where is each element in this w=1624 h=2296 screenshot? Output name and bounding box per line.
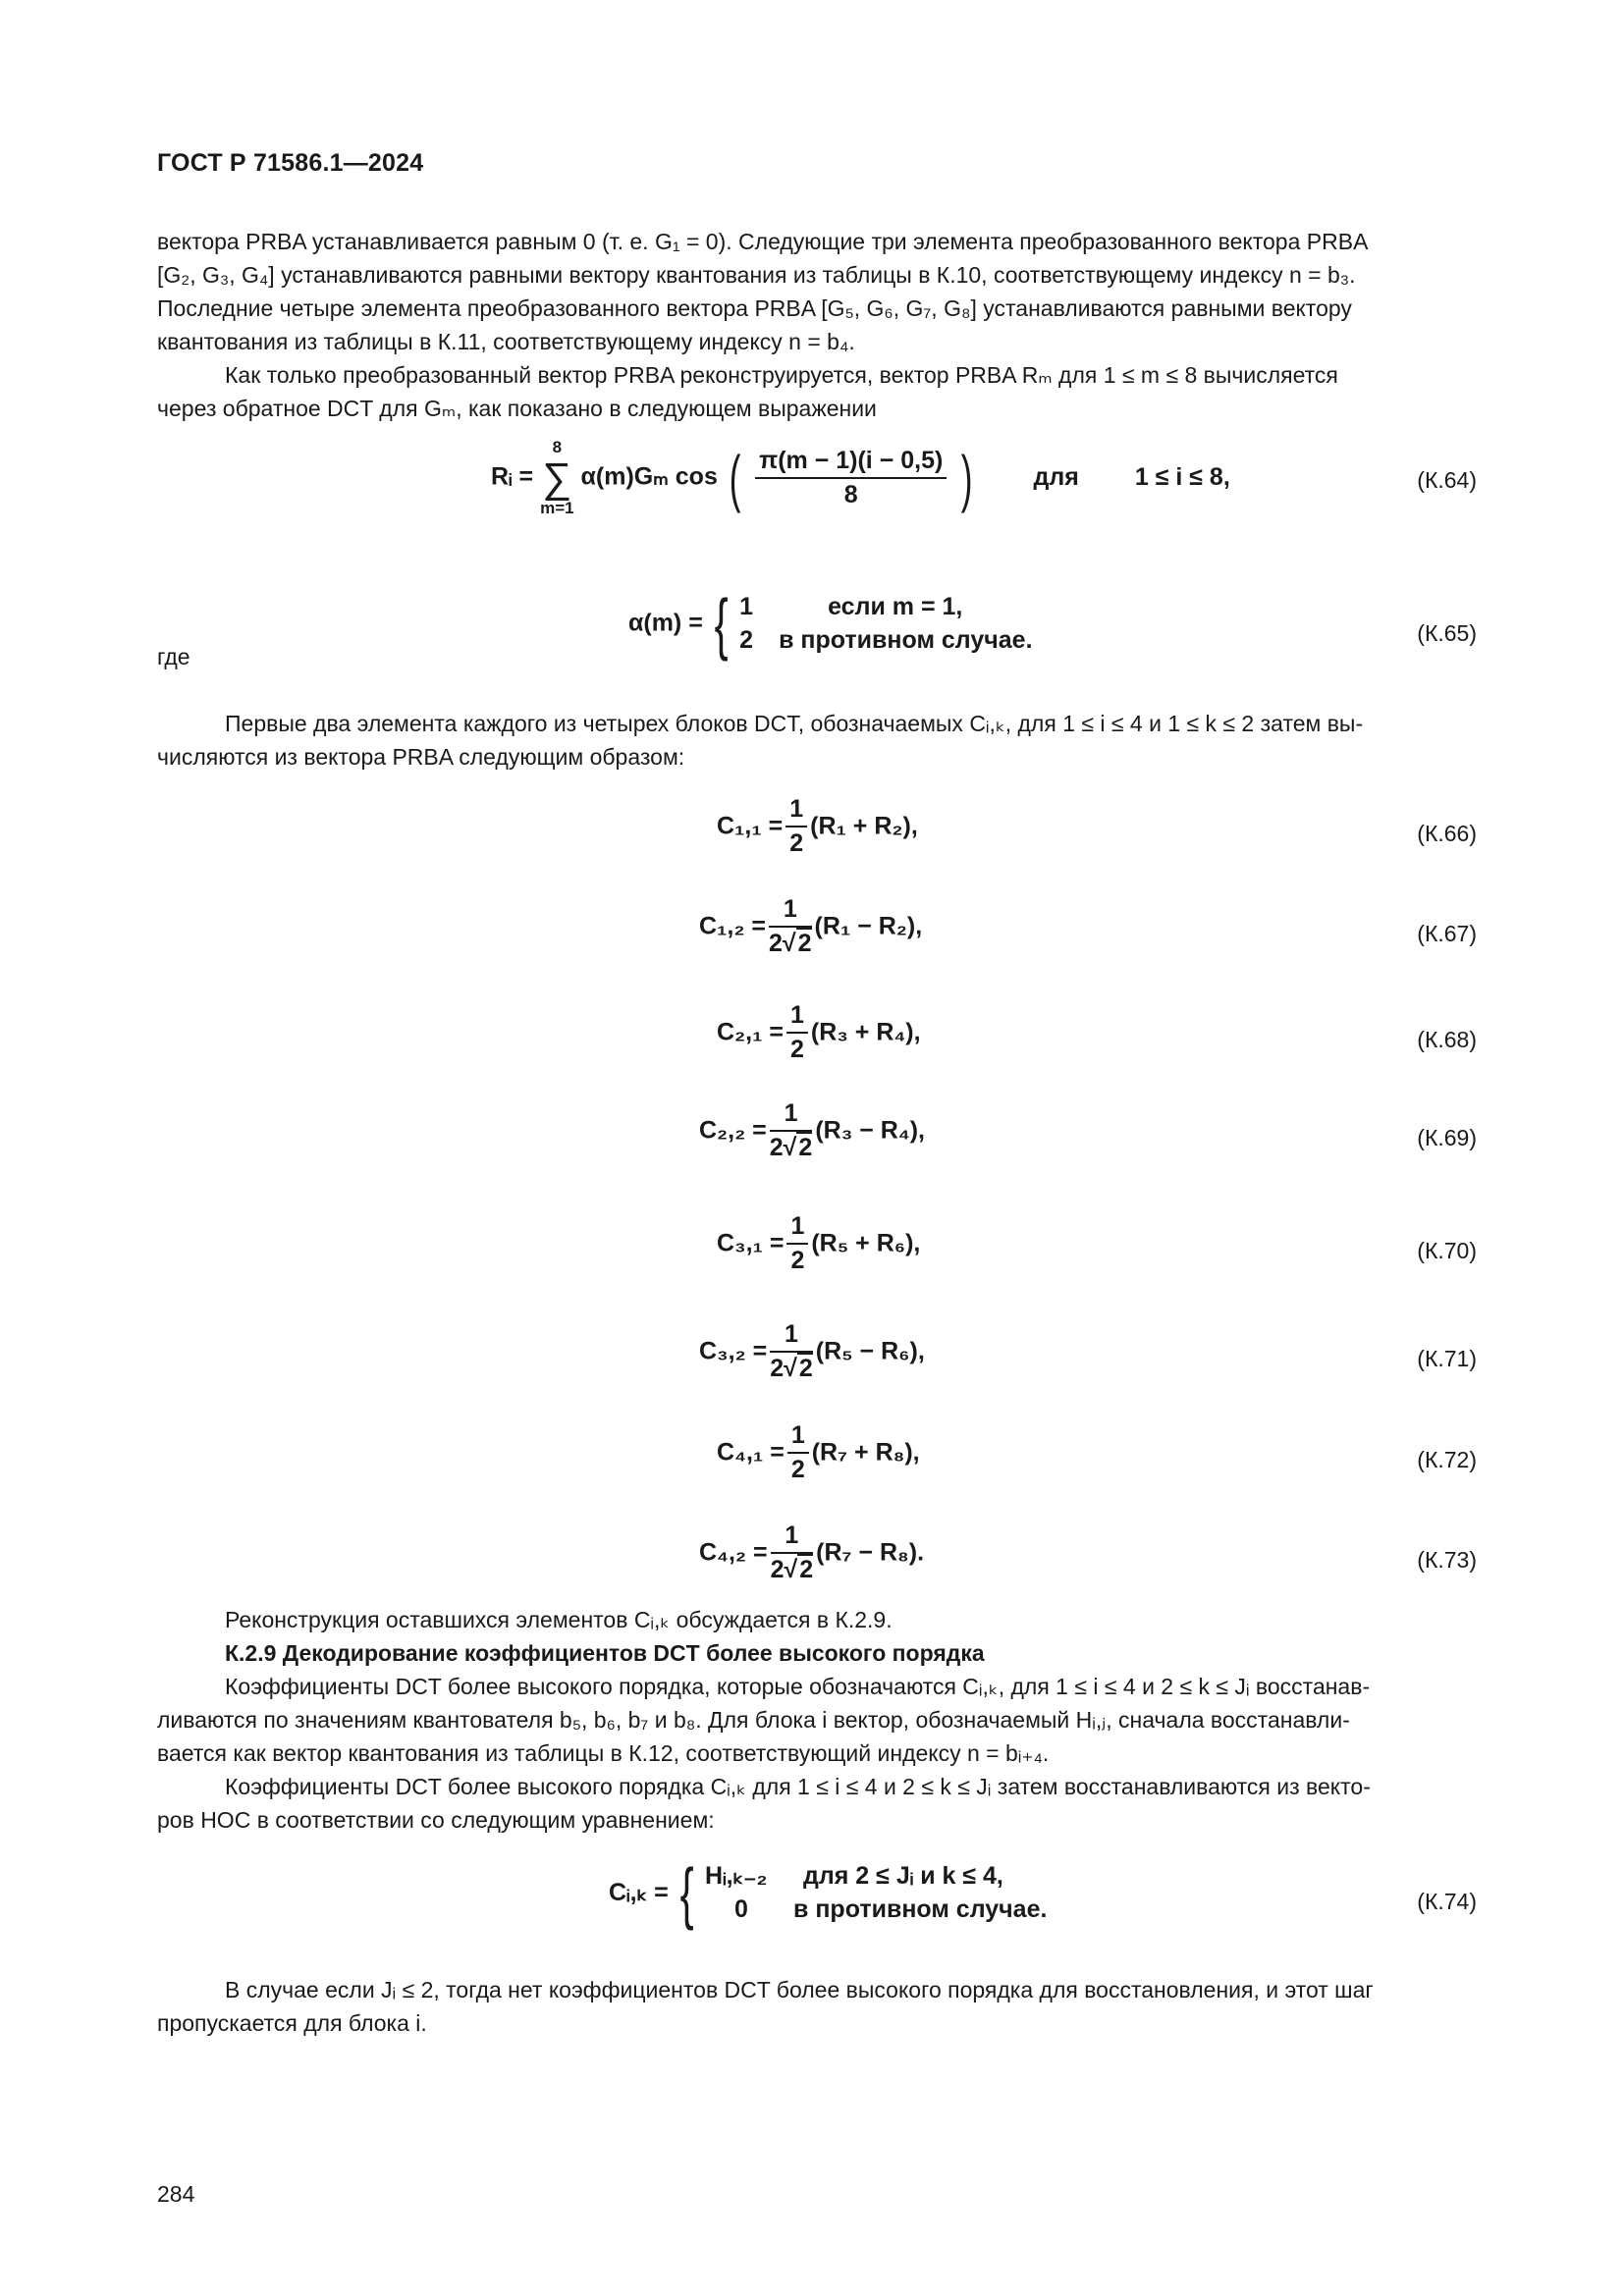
equation-number: (К.69) [1417, 1125, 1477, 1150]
section-heading: К.2.9 Декодирование коэффициентов DCT более высокого порядка [225, 1640, 985, 1666]
text-line: квантования из таблицы в К.11, соответствующему индексу n = b₄. [157, 329, 855, 354]
eq-rhs: (R₃ + R₄), [810, 1018, 921, 1046]
dct-equation [699, 1522, 924, 1584]
fraction-denominator [769, 928, 812, 958]
case-condition: в противном случае. [779, 626, 1033, 654]
case-value: 0 [734, 1896, 748, 1923]
equation-number: (К.65) [1417, 620, 1477, 646]
fraction-denominator [770, 1132, 813, 1162]
text-line: Последние четыре элемента преобразованного вектора PRBA [G₅, G₆, G₇, G₈] устанавливаются равными вектору [157, 295, 1352, 321]
equation-number: (К.71) [1417, 1346, 1477, 1371]
case-condition: если m = 1, [828, 593, 963, 620]
text-line: ров HOC в соответствии со следующим уравнением: [157, 1807, 715, 1833]
sum-operator [540, 437, 574, 519]
denominator-value: 2 [770, 1556, 785, 1583]
fraction-numerator: 1 [771, 1522, 814, 1554]
left-paren-icon: ( [729, 443, 741, 513]
case-value: Hᵢ,ₖ₋₂ [705, 1862, 768, 1890]
fraction-numerator: 1 [787, 1421, 809, 1454]
sum-lower-limit: m=1 [540, 499, 574, 517]
page-number: 284 [157, 2181, 195, 2207]
equation-number: (К.68) [1417, 1027, 1477, 1052]
fraction [770, 1320, 813, 1383]
eq-lhs: α(m) = [628, 609, 703, 637]
eq-rhs: (R₇ − R₈). [816, 1538, 925, 1567]
eq-rhs: (R₁ − R₂), [814, 912, 923, 940]
equation-number: (К.66) [1417, 821, 1477, 846]
eq-rhs: (R₁ + R₂), [810, 812, 918, 840]
fraction [786, 1212, 808, 1275]
denominator-value: 2 [769, 930, 783, 957]
fraction [785, 795, 807, 858]
text-line: Как только преобразованный вектор PRBA реконструируется, вектор PRBA Rₘ для 1 ≤ m ≤ 8 вычисляется [225, 362, 1338, 388]
text-line: Реконструкция оставшихся элементов Cᵢ,ₖ обсуждается в К.2.9. [225, 1607, 893, 1632]
eq-rhs: (R₅ − R₆), [815, 1337, 925, 1365]
right-paren-icon: ) [961, 443, 973, 513]
fraction [787, 1421, 809, 1484]
sqrt-radicand: 2 [798, 1134, 813, 1161]
fraction [769, 895, 812, 958]
text-line: через обратное DCT для Gₘ, как показано в следующем выражении [157, 396, 877, 421]
fraction [771, 1522, 814, 1584]
case-value: 1 [739, 593, 753, 620]
equation-number: (К.73) [1417, 1547, 1477, 1573]
equation-k65 [628, 585, 1033, 662]
fraction-numerator: 1 [769, 895, 812, 928]
dct-equation [717, 1001, 921, 1064]
eq-cases [739, 590, 1032, 657]
dct-equation [699, 895, 922, 958]
sqrt-icon: √ [782, 930, 796, 957]
fraction-denominator: 8 [843, 481, 858, 508]
text-line: Коэффициенты DCT более высокого порядка, которые обозначаются Cᵢ,ₖ, для 1 ≤ i ≤ 4 и 2 ≤ k ≤ Jᵢ восстанав- [225, 1674, 1371, 1699]
denominator-value: 2 [769, 1134, 784, 1161]
text-line: В случае если Jᵢ ≤ 2, тогда нет коэффициентов DCT более высокого порядка для восстановления, и этот шаг [225, 1977, 1374, 2002]
sum-upper-limit: 8 [552, 438, 563, 456]
fraction-numerator: 1 [785, 795, 807, 828]
fraction-numerator: 1 [786, 1001, 808, 1034]
fraction-denominator [787, 1454, 809, 1484]
text-line: ливаются по значениям квантователя b₅, b₆, b₇ и b₈. Для блока i вектор, обозначаемый Hᵢ,ⱼ, сначала восстанавли- [157, 1707, 1350, 1733]
eq-lhs: C₁,₂ = [699, 912, 766, 940]
fraction-numerator: 1 [770, 1099, 813, 1132]
text-line: Первые два элемента каждого из четырех блоков DCT, обозначаемых Cᵢ,ₖ, для 1 ≤ i ≤ 4 и 1 ≤ k ≤ 2 затем вы- [225, 711, 1364, 736]
fraction [786, 1001, 808, 1064]
fraction [755, 447, 947, 509]
dct-equation [699, 1320, 925, 1383]
paragraph-dct-blocks [157, 707, 1478, 774]
denominator-value: 2 [790, 1036, 804, 1063]
denominator-value: 2 [770, 1355, 785, 1382]
text-line: [G₂, G₃, G₄] устанавливаются равными вектору квантования из таблицы в К.10, соответствующему индексу n = b₃. [157, 262, 1356, 288]
case-condition: для 2 ≤ Jᵢ и k ≤ 4, [803, 1862, 1003, 1890]
sqrt-icon: √ [784, 1355, 797, 1382]
paragraph-skip [157, 1973, 1478, 2040]
case-value: 2 [739, 626, 753, 654]
equation-number: (К.72) [1417, 1447, 1477, 1472]
equation-k74 [609, 1854, 1048, 1931]
document-header: ГОСТ Р 71586.1—2024 [157, 149, 424, 177]
denominator-value: 2 [790, 1456, 805, 1483]
left-brace-icon: { [714, 585, 729, 662]
eq-condition: 1 ≤ i ≤ 8, [1134, 462, 1230, 491]
equation-k64 [491, 437, 1230, 519]
dct-equation [717, 795, 918, 858]
denominator-value: 2 [789, 829, 804, 857]
eq-lhs: Rᵢ = [491, 462, 534, 491]
fraction-numerator: π(m − 1)(i − 0,5) [755, 447, 947, 479]
sqrt-icon: √ [783, 1134, 797, 1161]
equation-number: (К.70) [1417, 1238, 1477, 1263]
sqrt-icon: √ [784, 1556, 798, 1583]
equation-number: (К.74) [1417, 1889, 1477, 1914]
paragraph-reconstruction [157, 1603, 1478, 1837]
fraction [770, 1099, 813, 1162]
sigma-icon: ∑ [542, 454, 572, 501]
eq-lhs: C₄,₂ = [699, 1538, 768, 1567]
equation-number: (К.67) [1417, 921, 1477, 946]
eq-lhs: C₂,₂ = [699, 1116, 767, 1145]
fraction-numerator: 1 [770, 1320, 813, 1353]
eq-lhs: C₂,₁ = [717, 1018, 784, 1046]
dct-equation [717, 1421, 920, 1484]
eq-lhs: Cᵢ,ₖ = [609, 1879, 669, 1906]
dct-equation [699, 1099, 925, 1162]
fraction-denominator [771, 1554, 814, 1584]
fraction-denominator [770, 1353, 813, 1383]
eq-lhs: C₄,₁ = [717, 1438, 785, 1467]
fraction-denominator [786, 1034, 808, 1064]
denominator-value: 2 [790, 1247, 805, 1274]
text-line: Коэффициенты DCT более высокого порядка Cᵢ,ₖ для 1 ≤ i ≤ 4 и 2 ≤ k ≤ Jᵢ затем восстанавливаются из векто- [225, 1774, 1371, 1799]
text-line: вектора PRBA устанавливается равным 0 (т. е. G₁ = 0). Следующие три элемента преобразованного вектора PRBA [157, 229, 1369, 254]
fraction-numerator: 1 [786, 1212, 808, 1245]
dct-equation [717, 1212, 920, 1275]
sqrt-radicand: 2 [797, 930, 812, 957]
eq-lhs: C₃,₁ = [717, 1229, 785, 1257]
text-line: числяются из вектора PRBA следующим образом: [157, 744, 685, 770]
fraction-denominator [786, 1245, 808, 1275]
eq-lhs: C₁,₁ = [717, 812, 784, 840]
eq-condition-word: для [1033, 462, 1079, 491]
eq-body: α(m)Gₘ cos [580, 462, 718, 491]
text-line: вается как вектор квантования из таблицы в К.12, соответствующий индексу n = bᵢ₊₄. [157, 1740, 1050, 1766]
sqrt-radicand: 2 [798, 1355, 813, 1382]
where-label: где [157, 644, 190, 669]
left-brace-icon: { [679, 1854, 694, 1931]
eq-lhs: C₃,₂ = [699, 1337, 768, 1365]
fraction-denominator [785, 828, 807, 858]
eq-cases [705, 1859, 1047, 1926]
equation-number: (К.64) [1417, 467, 1477, 493]
text-line: пропускается для блока i. [157, 2010, 427, 2036]
eq-rhs: (R₅ + R₆), [811, 1229, 921, 1257]
sqrt-radicand: 2 [799, 1556, 814, 1583]
case-condition: в противном случае. [793, 1896, 1048, 1923]
paragraph-prba-elements [157, 225, 1478, 425]
eq-rhs: (R₃ − R₄), [815, 1116, 925, 1145]
eq-rhs: (R₇ + R₈), [811, 1438, 920, 1467]
